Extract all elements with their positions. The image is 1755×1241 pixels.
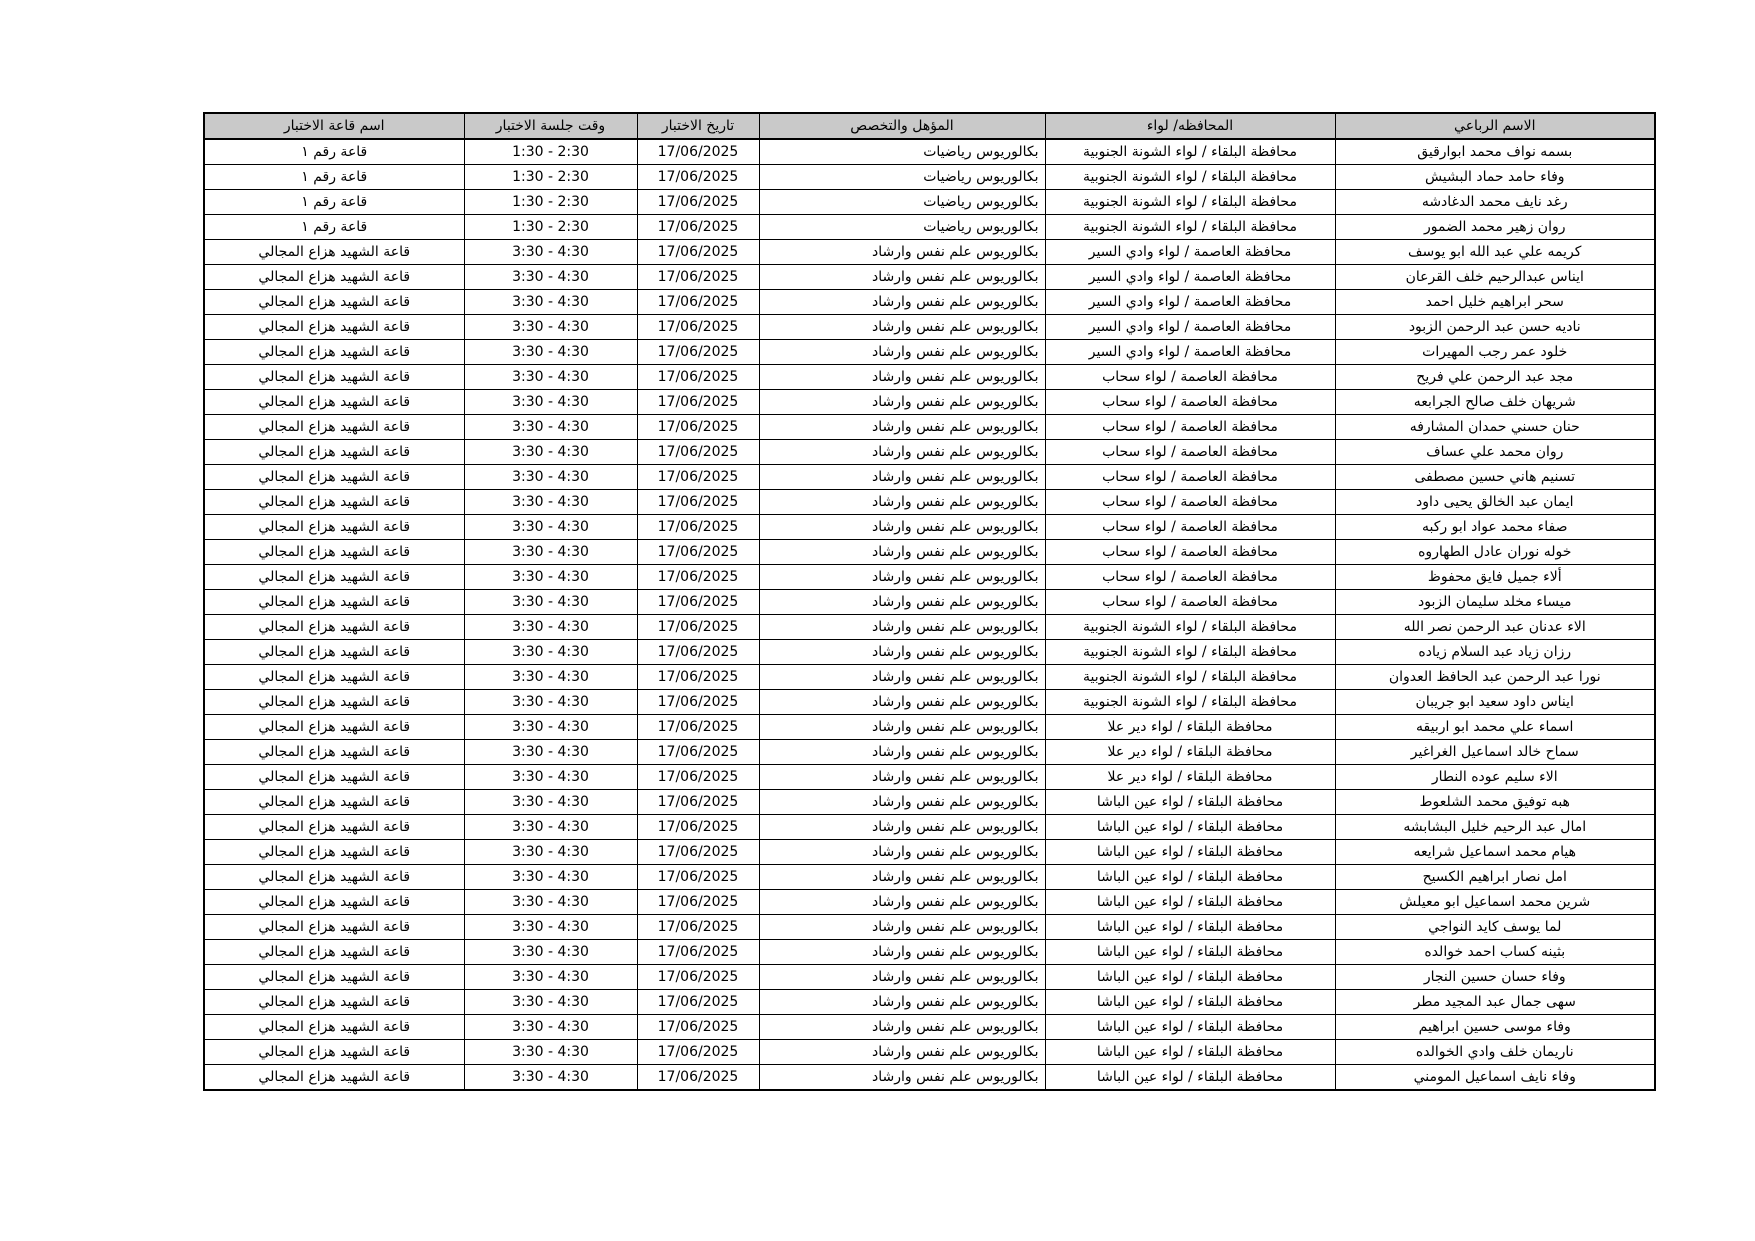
exam-date-cell: 17/06/2025: [637, 590, 759, 615]
table-row: [204, 740, 1655, 765]
exam-date-cell: 17/06/2025: [637, 840, 759, 865]
qualification-cell: بكالوريوس علم نفس وارشاد: [759, 515, 1045, 540]
governorate-cell: محافظة البلقاء / لواء الشونة الجنوبية: [1045, 215, 1335, 240]
candidate-name-cell: مجد عبد الرحمن علي فريح: [1335, 365, 1655, 390]
table-row: [204, 440, 1655, 465]
table-body: [204, 139, 1655, 1090]
exam-hall-cell: قاعة الشهيد هزاع المجالي: [204, 915, 464, 940]
table-row: [204, 590, 1655, 615]
table-row: [204, 615, 1655, 640]
qualification-cell: بكالوريوس علم نفس وارشاد: [759, 240, 1045, 265]
candidate-name-cell: وفاء حسان حسين النجار: [1335, 965, 1655, 990]
exam-date-cell: 17/06/2025: [637, 690, 759, 715]
table-row: [204, 865, 1655, 890]
governorate-cell: محافظة العاصمة / لواء سحاب: [1045, 440, 1335, 465]
governorate-cell: محافظة البلقاء / لواء الشونة الجنوبية: [1045, 139, 1335, 165]
candidate-name-cell: الاء عدنان عبد الرحمن نصر الله: [1335, 615, 1655, 640]
governorate-cell: محافظة البلقاء / لواء عين الباشا: [1045, 1065, 1335, 1091]
table-row: [204, 990, 1655, 1015]
qualification-cell: بكالوريوس علم نفس وارشاد: [759, 465, 1045, 490]
table-row: [204, 165, 1655, 190]
governorate-cell: محافظة البلقاء / لواء عين الباشا: [1045, 890, 1335, 915]
exam-hall-cell: قاعة الشهيد هزاع المجالي: [204, 465, 464, 490]
exam-hall-cell: قاعة الشهيد هزاع المجالي: [204, 315, 464, 340]
candidate-name-cell: شرين محمد اسماعيل ابو معيلش: [1335, 890, 1655, 915]
table-row: [204, 490, 1655, 515]
exam-hall-cell: قاعة الشهيد هزاع المجالي: [204, 665, 464, 690]
table-row: [204, 1040, 1655, 1065]
qualification-cell: بكالوريوس علم نفس وارشاد: [759, 1040, 1045, 1065]
exam-hall-cell: قاعة الشهيد هزاع المجالي: [204, 1015, 464, 1040]
exam-date-cell: 17/06/2025: [637, 265, 759, 290]
exam-hall-cell: قاعة الشهيد هزاع المجالي: [204, 265, 464, 290]
exam-schedule-sheet: [203, 112, 1654, 1091]
exam-time-cell: 3:30 - 4:30: [464, 940, 637, 965]
qualification-cell: بكالوريوس علم نفس وارشاد: [759, 990, 1045, 1015]
candidate-name-cell: امال عبد الرحيم خليل البشابشه: [1335, 815, 1655, 840]
exam-date-cell: 17/06/2025: [637, 715, 759, 740]
exam-time-cell: 3:30 - 4:30: [464, 590, 637, 615]
exam-hall-cell: قاعة الشهيد هزاع المجالي: [204, 340, 464, 365]
exam-date-cell: 17/06/2025: [637, 390, 759, 415]
candidate-name-cell: تسنيم هاني حسين مصطفى: [1335, 465, 1655, 490]
exam-date-cell: 17/06/2025: [637, 290, 759, 315]
table-row: [204, 1015, 1655, 1040]
table-row: [204, 665, 1655, 690]
exam-hall-cell: قاعة الشهيد هزاع المجالي: [204, 890, 464, 915]
exam-date-cell: 17/06/2025: [637, 740, 759, 765]
qualification-cell: بكالوريوس علم نفس وارشاد: [759, 540, 1045, 565]
exam-time-cell: 3:30 - 4:30: [464, 965, 637, 990]
exam-hall-cell: قاعة الشهيد هزاع المجالي: [204, 715, 464, 740]
qualification-cell: بكالوريوس علم نفس وارشاد: [759, 390, 1045, 415]
governorate-cell: محافظة البلقاء / لواء دير علا: [1045, 715, 1335, 740]
candidate-name-cell: بثينه كساب احمد خوالده: [1335, 940, 1655, 965]
governorate-cell: محافظة العاصمة / لواء وادي السير: [1045, 315, 1335, 340]
header-name: الاسم الرباعي: [1335, 113, 1655, 139]
governorate-cell: محافظة البلقاء / لواء عين الباشا: [1045, 790, 1335, 815]
table-row: [204, 265, 1655, 290]
exam-hall-cell: قاعة الشهيد هزاع المجالي: [204, 590, 464, 615]
governorate-cell: محافظة البلقاء / لواء الشونة الجنوبية: [1045, 190, 1335, 215]
candidate-name-cell: الاء سليم عوده النطار: [1335, 765, 1655, 790]
exam-time-cell: 3:30 - 4:30: [464, 690, 637, 715]
exam-time-cell: 3:30 - 4:30: [464, 515, 637, 540]
qualification-cell: بكالوريوس علم نفس وارشاد: [759, 940, 1045, 965]
exam-time-cell: 3:30 - 4:30: [464, 840, 637, 865]
exam-time-cell: 3:30 - 4:30: [464, 740, 637, 765]
header-date: تاريخ الاختبار: [637, 113, 759, 139]
candidate-name-cell: خلود عمر رجب المهيرات: [1335, 340, 1655, 365]
table-row: [204, 940, 1655, 965]
exam-date-cell: 17/06/2025: [637, 865, 759, 890]
candidate-name-cell: حنان حسني حمدان المشارفه: [1335, 415, 1655, 440]
table-row: [204, 965, 1655, 990]
exam-hall-cell: قاعة الشهيد هزاع المجالي: [204, 690, 464, 715]
candidate-name-cell: ميساء مخلد سليمان الزبود: [1335, 590, 1655, 615]
exam-date-cell: 17/06/2025: [637, 765, 759, 790]
qualification-cell: بكالوريوس علم نفس وارشاد: [759, 890, 1045, 915]
header-qualification: المؤهل والتخصص: [759, 113, 1045, 139]
table-row: [204, 365, 1655, 390]
exam-time-cell: 3:30 - 4:30: [464, 365, 637, 390]
exam-date-cell: 17/06/2025: [637, 465, 759, 490]
governorate-cell: محافظة البلقاء / لواء عين الباشا: [1045, 990, 1335, 1015]
candidate-name-cell: سحر ابراهيم خليل احمد: [1335, 290, 1655, 315]
exam-date-cell: 17/06/2025: [637, 215, 759, 240]
qualification-cell: بكالوريوس علم نفس وارشاد: [759, 490, 1045, 515]
table-row: [204, 139, 1655, 165]
exam-time-cell: 3:30 - 4:30: [464, 865, 637, 890]
qualification-cell: بكالوريوس علم نفس وارشاد: [759, 415, 1045, 440]
exam-hall-cell: قاعة الشهيد هزاع المجالي: [204, 815, 464, 840]
table-row: [204, 815, 1655, 840]
governorate-cell: محافظة البلقاء / لواء الشونة الجنوبية: [1045, 615, 1335, 640]
exam-roster-table: [203, 112, 1656, 1091]
candidate-name-cell: وفاء موسى حسين ابراهيم: [1335, 1015, 1655, 1040]
governorate-cell: محافظة العاصمة / لواء وادي السير: [1045, 265, 1335, 290]
exam-date-cell: 17/06/2025: [637, 165, 759, 190]
table-row: [204, 190, 1655, 215]
candidate-name-cell: ناريمان خلف وادي الخوالده: [1335, 1040, 1655, 1065]
governorate-cell: محافظة البلقاء / لواء عين الباشا: [1045, 965, 1335, 990]
exam-time-cell: 3:30 - 4:30: [464, 1065, 637, 1091]
candidate-name-cell: بسمه نواف محمد ابوارقيق: [1335, 139, 1655, 165]
exam-hall-cell: قاعة الشهيد هزاع المجالي: [204, 490, 464, 515]
exam-time-cell: 1:30 - 2:30: [464, 165, 637, 190]
governorate-cell: محافظة البلقاء / لواء الشونة الجنوبية: [1045, 665, 1335, 690]
exam-time-cell: 3:30 - 4:30: [464, 490, 637, 515]
qualification-cell: بكالوريوس علم نفس وارشاد: [759, 915, 1045, 940]
qualification-cell: بكالوريوس علم نفس وارشاد: [759, 265, 1045, 290]
qualification-cell: بكالوريوس علم نفس وارشاد: [759, 290, 1045, 315]
exam-time-cell: 1:30 - 2:30: [464, 215, 637, 240]
table-row: [204, 715, 1655, 740]
candidate-name-cell: هبه توفيق محمد الشلعوط: [1335, 790, 1655, 815]
exam-hall-cell: قاعة الشهيد هزاع المجالي: [204, 640, 464, 665]
exam-hall-cell: قاعة الشهيد هزاع المجالي: [204, 765, 464, 790]
exam-hall-cell: قاعة الشهيد هزاع المجالي: [204, 865, 464, 890]
governorate-cell: محافظة العاصمة / لواء وادي السير: [1045, 290, 1335, 315]
governorate-cell: محافظة العاصمة / لواء سحاب: [1045, 490, 1335, 515]
qualification-cell: بكالوريوس علم نفس وارشاد: [759, 590, 1045, 615]
header-governorate: المحافظه/ لواء: [1045, 113, 1335, 139]
exam-hall-cell: قاعة الشهيد هزاع المجالي: [204, 290, 464, 315]
qualification-cell: بكالوريوس علم نفس وارشاد: [759, 365, 1045, 390]
exam-hall-cell: قاعة الشهيد هزاع المجالي: [204, 965, 464, 990]
governorate-cell: محافظة العاصمة / لواء وادي السير: [1045, 240, 1335, 265]
exam-date-cell: 17/06/2025: [637, 915, 759, 940]
exam-date-cell: 17/06/2025: [637, 665, 759, 690]
governorate-cell: محافظة البلقاء / لواء عين الباشا: [1045, 940, 1335, 965]
governorate-cell: محافظة البلقاء / لواء عين الباشا: [1045, 840, 1335, 865]
governorate-cell: محافظة البلقاء / لواء الشونة الجنوبية: [1045, 690, 1335, 715]
qualification-cell: بكالوريوس علم نفس وارشاد: [759, 665, 1045, 690]
exam-date-cell: 17/06/2025: [637, 615, 759, 640]
candidate-name-cell: اسماء علي محمد ابو اربيقه: [1335, 715, 1655, 740]
exam-time-cell: 3:30 - 4:30: [464, 790, 637, 815]
header-hall: اسم قاعة الاختبار: [204, 113, 464, 139]
table-row: [204, 215, 1655, 240]
governorate-cell: محافظة البلقاء / لواء الشونة الجنوبية: [1045, 640, 1335, 665]
candidate-name-cell: وفاء نايف اسماعيل المومني: [1335, 1065, 1655, 1091]
exam-hall-cell: قاعة رقم ١: [204, 139, 464, 165]
exam-date-cell: 17/06/2025: [637, 790, 759, 815]
header-time: وقت جلسة الاختبار: [464, 113, 637, 139]
exam-hall-cell: قاعة الشهيد هزاع المجالي: [204, 1065, 464, 1091]
table-row: [204, 290, 1655, 315]
candidate-name-cell: سهى جمال عبد المجيد مطر: [1335, 990, 1655, 1015]
governorate-cell: محافظة العاصمة / لواء سحاب: [1045, 365, 1335, 390]
exam-date-cell: 17/06/2025: [637, 1015, 759, 1040]
exam-hall-cell: قاعة الشهيد هزاع المجالي: [204, 440, 464, 465]
governorate-cell: محافظة العاصمة / لواء سحاب: [1045, 590, 1335, 615]
exam-time-cell: 3:30 - 4:30: [464, 640, 637, 665]
exam-hall-cell: قاعة الشهيد هزاع المجالي: [204, 740, 464, 765]
governorate-cell: محافظة العاصمة / لواء سحاب: [1045, 465, 1335, 490]
exam-time-cell: 3:30 - 4:30: [464, 815, 637, 840]
candidate-name-cell: رزان زياد عبد السلام زياده: [1335, 640, 1655, 665]
exam-time-cell: 3:30 - 4:30: [464, 715, 637, 740]
qualification-cell: بكالوريوس علم نفس وارشاد: [759, 640, 1045, 665]
exam-hall-cell: قاعة الشهيد هزاع المجالي: [204, 565, 464, 590]
exam-hall-cell: قاعة الشهيد هزاع المجالي: [204, 990, 464, 1015]
candidate-name-cell: ألاء جميل فايق محفوظ: [1335, 565, 1655, 590]
candidate-name-cell: وفاء حامد حماد البشيش: [1335, 165, 1655, 190]
candidate-name-cell: لما يوسف كايد النواجي: [1335, 915, 1655, 940]
exam-time-cell: 3:30 - 4:30: [464, 990, 637, 1015]
qualification-cell: بكالوريوس علم نفس وارشاد: [759, 615, 1045, 640]
table-row: [204, 1065, 1655, 1091]
governorate-cell: محافظة البلقاء / لواء عين الباشا: [1045, 915, 1335, 940]
exam-time-cell: 3:30 - 4:30: [464, 390, 637, 415]
qualification-cell: بكالوريوس علم نفس وارشاد: [759, 765, 1045, 790]
candidate-name-cell: خوله نوران عادل الطهاروه: [1335, 540, 1655, 565]
exam-date-cell: 17/06/2025: [637, 990, 759, 1015]
exam-hall-cell: قاعة الشهيد هزاع المجالي: [204, 515, 464, 540]
exam-time-cell: 3:30 - 4:30: [464, 440, 637, 465]
exam-date-cell: 17/06/2025: [637, 1065, 759, 1091]
exam-time-cell: 3:30 - 4:30: [464, 465, 637, 490]
qualification-cell: بكالوريوس علم نفس وارشاد: [759, 865, 1045, 890]
exam-hall-cell: قاعة الشهيد هزاع المجالي: [204, 540, 464, 565]
exam-date-cell: 17/06/2025: [637, 815, 759, 840]
qualification-cell: بكالوريوس علم نفس وارشاد: [759, 1065, 1045, 1091]
table-row: [204, 415, 1655, 440]
exam-time-cell: 3:30 - 4:30: [464, 565, 637, 590]
candidate-name-cell: امل نصار ابراهيم الكسيح: [1335, 865, 1655, 890]
exam-date-cell: 17/06/2025: [637, 340, 759, 365]
exam-time-cell: 3:30 - 4:30: [464, 540, 637, 565]
exam-time-cell: 3:30 - 4:30: [464, 665, 637, 690]
exam-time-cell: 3:30 - 4:30: [464, 415, 637, 440]
exam-time-cell: 3:30 - 4:30: [464, 340, 637, 365]
exam-time-cell: 3:30 - 4:30: [464, 765, 637, 790]
table-row: [204, 240, 1655, 265]
qualification-cell: بكالوريوس علم نفس وارشاد: [759, 690, 1045, 715]
exam-date-cell: 17/06/2025: [637, 890, 759, 915]
exam-date-cell: 17/06/2025: [637, 415, 759, 440]
candidate-name-cell: روان زهير محمد الضمور: [1335, 215, 1655, 240]
exam-time-cell: 3:30 - 4:30: [464, 1040, 637, 1065]
governorate-cell: محافظة البلقاء / لواء عين الباشا: [1045, 865, 1335, 890]
qualification-cell: بكالوريوس رياضيات: [759, 139, 1045, 165]
exam-date-cell: 17/06/2025: [637, 240, 759, 265]
exam-date-cell: 17/06/2025: [637, 565, 759, 590]
exam-time-cell: 1:30 - 2:30: [464, 190, 637, 215]
qualification-cell: بكالوريوس رياضيات: [759, 190, 1045, 215]
table-header-row: [204, 113, 1655, 139]
qualification-cell: بكالوريوس علم نفس وارشاد: [759, 440, 1045, 465]
governorate-cell: محافظة البلقاء / لواء عين الباشا: [1045, 1015, 1335, 1040]
qualification-cell: بكالوريوس علم نفس وارشاد: [759, 790, 1045, 815]
governorate-cell: محافظة العاصمة / لواء سحاب: [1045, 540, 1335, 565]
candidate-name-cell: روان محمد علي عساف: [1335, 440, 1655, 465]
exam-date-cell: 17/06/2025: [637, 440, 759, 465]
qualification-cell: بكالوريوس علم نفس وارشاد: [759, 740, 1045, 765]
qualification-cell: بكالوريوس علم نفس وارشاد: [759, 965, 1045, 990]
exam-date-cell: 17/06/2025: [637, 940, 759, 965]
table-row: [204, 540, 1655, 565]
table-row: [204, 565, 1655, 590]
table-row: [204, 640, 1655, 665]
table-row: [204, 790, 1655, 815]
exam-hall-cell: قاعة الشهيد هزاع المجالي: [204, 940, 464, 965]
qualification-cell: بكالوريوس علم نفس وارشاد: [759, 840, 1045, 865]
exam-hall-cell: قاعة رقم ١: [204, 165, 464, 190]
qualification-cell: بكالوريوس علم نفس وارشاد: [759, 815, 1045, 840]
exam-time-cell: 3:30 - 4:30: [464, 315, 637, 340]
exam-hall-cell: قاعة الشهيد هزاع المجالي: [204, 840, 464, 865]
exam-date-cell: 17/06/2025: [637, 515, 759, 540]
governorate-cell: محافظة البلقاء / لواء الشونة الجنوبية: [1045, 165, 1335, 190]
exam-hall-cell: قاعة رقم ١: [204, 215, 464, 240]
exam-hall-cell: قاعة الشهيد هزاع المجالي: [204, 390, 464, 415]
governorate-cell: محافظة البلقاء / لواء دير علا: [1045, 740, 1335, 765]
governorate-cell: محافظة العاصمة / لواء سحاب: [1045, 415, 1335, 440]
table-row: [204, 515, 1655, 540]
governorate-cell: محافظة البلقاء / لواء عين الباشا: [1045, 1040, 1335, 1065]
candidate-name-cell: شريهان خلف صالح الجرابعه: [1335, 390, 1655, 415]
table-row: [204, 840, 1655, 865]
qualification-cell: بكالوريوس علم نفس وارشاد: [759, 1015, 1045, 1040]
candidate-name-cell: ناديه حسن عبد الرحمن الزبود: [1335, 315, 1655, 340]
exam-date-cell: 17/06/2025: [637, 965, 759, 990]
governorate-cell: محافظة العاصمة / لواء سحاب: [1045, 565, 1335, 590]
exam-date-cell: 17/06/2025: [637, 640, 759, 665]
exam-time-cell: 3:30 - 4:30: [464, 615, 637, 640]
qualification-cell: بكالوريوس علم نفس وارشاد: [759, 315, 1045, 340]
exam-date-cell: 17/06/2025: [637, 190, 759, 215]
exam-date-cell: 17/06/2025: [637, 365, 759, 390]
exam-time-cell: 3:30 - 4:30: [464, 890, 637, 915]
exam-hall-cell: قاعة الشهيد هزاع المجالي: [204, 365, 464, 390]
candidate-name-cell: كريمه علي عبد الله ابو يوسف: [1335, 240, 1655, 265]
table-row: [204, 915, 1655, 940]
qualification-cell: بكالوريوس علم نفس وارشاد: [759, 340, 1045, 365]
exam-date-cell: 17/06/2025: [637, 490, 759, 515]
governorate-cell: محافظة البلقاء / لواء دير علا: [1045, 765, 1335, 790]
candidate-name-cell: رغد نايف محمد الدغادشه: [1335, 190, 1655, 215]
candidate-name-cell: ايناس عبدالرحيم خلف القرعان: [1335, 265, 1655, 290]
exam-date-cell: 17/06/2025: [637, 315, 759, 340]
exam-date-cell: 17/06/2025: [637, 139, 759, 165]
exam-hall-cell: قاعة رقم ١: [204, 190, 464, 215]
exam-time-cell: 3:30 - 4:30: [464, 265, 637, 290]
governorate-cell: محافظة العاصمة / لواء وادي السير: [1045, 340, 1335, 365]
candidate-name-cell: هيام محمد اسماعيل شرايعه: [1335, 840, 1655, 865]
qualification-cell: بكالوريوس رياضيات: [759, 165, 1045, 190]
exam-time-cell: 3:30 - 4:30: [464, 915, 637, 940]
governorate-cell: محافظة العاصمة / لواء سحاب: [1045, 515, 1335, 540]
exam-hall-cell: قاعة الشهيد هزاع المجالي: [204, 240, 464, 265]
exam-hall-cell: قاعة الشهيد هزاع المجالي: [204, 1040, 464, 1065]
exam-time-cell: 3:30 - 4:30: [464, 240, 637, 265]
table-row: [204, 690, 1655, 715]
table-row: [204, 890, 1655, 915]
qualification-cell: بكالوريوس علم نفس وارشاد: [759, 715, 1045, 740]
exam-hall-cell: قاعة الشهيد هزاع المجالي: [204, 415, 464, 440]
qualification-cell: بكالوريوس علم نفس وارشاد: [759, 565, 1045, 590]
exam-hall-cell: قاعة الشهيد هزاع المجالي: [204, 790, 464, 815]
exam-date-cell: 17/06/2025: [637, 1040, 759, 1065]
exam-hall-cell: قاعة الشهيد هزاع المجالي: [204, 615, 464, 640]
exam-date-cell: 17/06/2025: [637, 540, 759, 565]
exam-time-cell: 3:30 - 4:30: [464, 1015, 637, 1040]
table-row: [204, 315, 1655, 340]
table-row: [204, 765, 1655, 790]
candidate-name-cell: نورا عبد الرحمن عبد الحافظ العدوان: [1335, 665, 1655, 690]
candidate-name-cell: سماح خالد اسماعيل الغراغير: [1335, 740, 1655, 765]
exam-time-cell: 3:30 - 4:30: [464, 290, 637, 315]
governorate-cell: محافظة البلقاء / لواء عين الباشا: [1045, 815, 1335, 840]
exam-time-cell: 1:30 - 2:30: [464, 139, 637, 165]
table-row: [204, 340, 1655, 365]
candidate-name-cell: ايمان عبد الخالق يحيى داود: [1335, 490, 1655, 515]
qualification-cell: بكالوريوس رياضيات: [759, 215, 1045, 240]
governorate-cell: محافظة العاصمة / لواء سحاب: [1045, 390, 1335, 415]
table-row: [204, 390, 1655, 415]
candidate-name-cell: صفاء محمد عواد ابو ركبه: [1335, 515, 1655, 540]
candidate-name-cell: ايناس داود سعيد ابو جريبان: [1335, 690, 1655, 715]
table-row: [204, 465, 1655, 490]
